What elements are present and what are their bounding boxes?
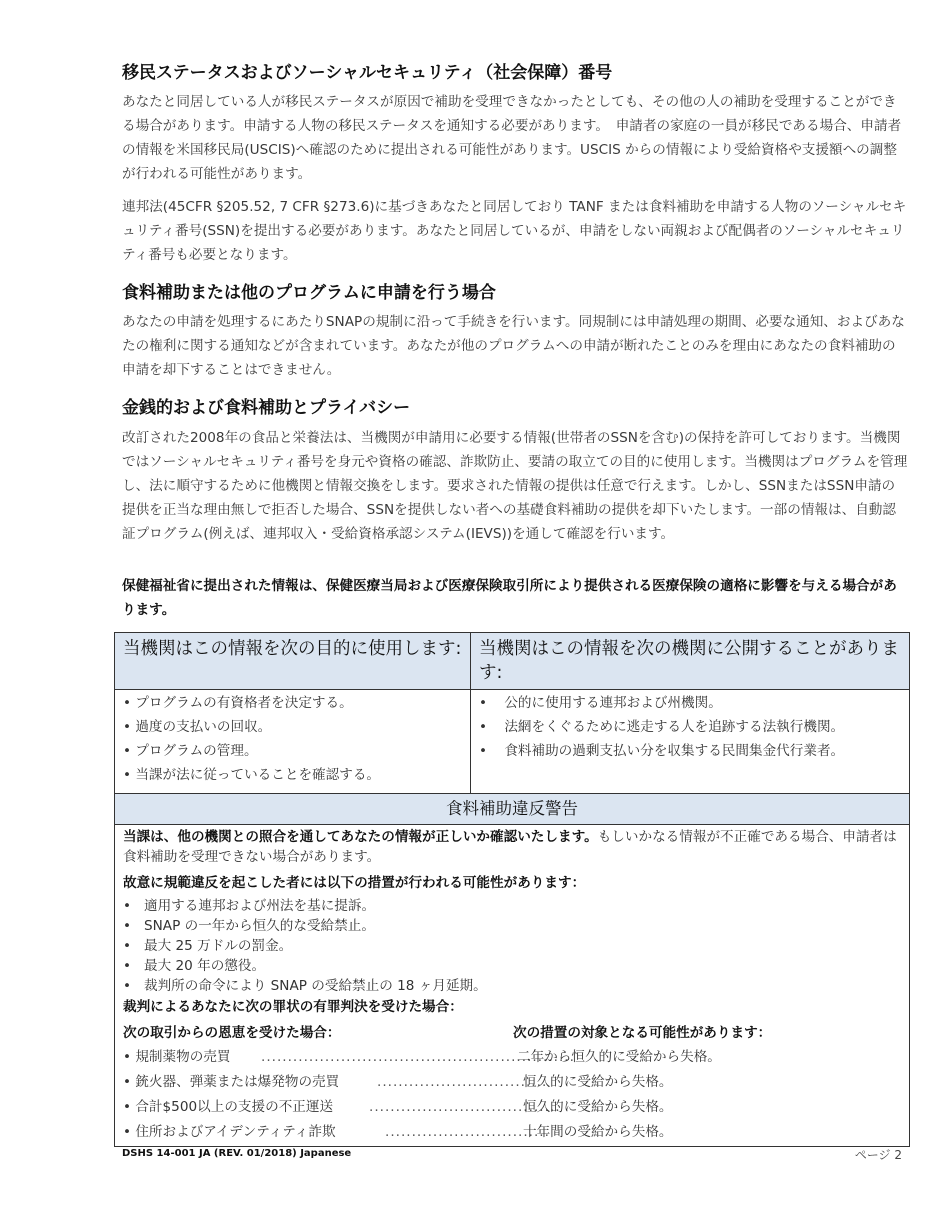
penalty-offense: • 銃火器、弾薬または爆発物の売買 — [123, 1074, 340, 1090]
penalty-offense: • 住所およびアイデンティティ詐欺 — [123, 1124, 336, 1140]
privacy-bold-note: 保健福祉省に提出された情報は、保健医療当局および医療保険取引所により提供される医療保険の適格に影響を与える場合があります。 — [122, 578, 897, 618]
leader-dots: ............................... — [385, 1124, 550, 1140]
penalty-row — [123, 1045, 903, 1070]
list-item: • 公的に使用する連邦および州機関。 — [479, 695, 722, 711]
leader-dots: ................................ — [377, 1074, 548, 1090]
penalty-row — [123, 1120, 903, 1145]
list-item: • 最大 20 年の懲役。 — [123, 958, 266, 974]
list-item: • プログラムの管理。 — [123, 743, 258, 759]
leader-dots: ........................................................... — [261, 1049, 575, 1065]
penalty-result: 恒久的に受給から失格。 — [523, 1074, 673, 1090]
warning-intro-bold: 当課は、他の機関との照合を通してあなたの情報が正しいか確認いたします。 — [123, 829, 598, 845]
section-title-privacy: 金銭的および食料補助とプライバシー — [122, 398, 411, 418]
privacy-paragraph: 改訂された2008年の食品と栄養法は、当機関が申請用に必要する情報(世帯者のSSNを含む)の保持を許可しております。当機関ではソーシャルセキュリティ番号を身元や資格の確認、詐欺防止、要請の取立ての目的に使用します。当機関はプログラムを管理し、法に順守するために他機関と情報交換をします。要求された情報の提供は任意で行えます。しかし、SSNまたはSSN申請の提供を正当な理由無しで拒否した場合、SSNを提供しない者への基礎食料補助の提供を却下いたします。一部の情報は、自動認証プログラム(例えば、連邦収入・受給資格承認システム(IEVS))を通して確認を行います。 — [122, 430, 908, 542]
list-item: • 過度の支払いの回収。 — [123, 719, 272, 735]
leader-dots: .................................... — [369, 1099, 561, 1115]
immigration-paragraph-1: あなたと同居している人が移民ステータスが原因で補助を受理できなかったとしても、その他の人の補助を受理することができる場合があります。申請する人物の移民ステータスを通知する必要があります。 申請者の家庭の一員が移民である場合、申請者の情報を米国移民局(USCIS)へ確認のために提出される可能性があります。USCIS からの情報により受給資格や支援額への調整が行われる可能性があります。 — [122, 94, 902, 182]
list-item: • 適用する連邦および州法を基に提訴。 — [123, 898, 376, 914]
usage-purpose-list — [123, 691, 463, 787]
penalty-result: 二年から恒久的に受給から失格。 — [517, 1049, 721, 1065]
info-use-table — [114, 632, 910, 1147]
penalty-result: 十年間の受給から失格。 — [523, 1124, 673, 1140]
section-title-immigration: 移民ステータスおよびソーシャルセキュリティ（社会保障）番号 — [122, 63, 613, 83]
immigration-paragraph-2: 連邦法(45CFR §205.52, 7 CFR §273.6)に基づきあなたと同居しており TANF または食料補助を申請する人物のソーシャルセキュリティ番号(SSN)を提出する必要があります。あなたと同居しているが、申請をしない両親および配偶者のソーシャルセキュリティ番号も必要となります。 — [122, 199, 907, 263]
apply-other-paragraph: あなたの申請を処理するにあたりSNAPの規制に沿って手続きを行います。同規制には申請処理の期間、必要な通知、およびあなたの権利に関する通知などが含まれています。あなたが他のプログラムへの申請が断れたことのみを理由にあなたの食料補助の申請を却下することはできません。 — [122, 314, 905, 378]
penalty-column-heading: 次の措置の対象となる可能性があります： — [513, 1025, 772, 1041]
table-header-right: 当機関はこの情報を次の機関に公開することがあります: — [479, 639, 899, 683]
list-item: • プログラムの有資格者を決定する。 — [123, 695, 353, 711]
disclosure-agency-list — [479, 691, 899, 763]
violation-list — [123, 896, 487, 996]
column-divider — [470, 633, 471, 793]
list-item: • 当課が法に従っていることを確認する。 — [123, 767, 381, 783]
penalty-offense: • 合計$500以上の支援の不正運送 — [123, 1099, 334, 1115]
violation-heading: 故意に規範違反を起こした者には以下の措置が行われる可能性があります： — [123, 875, 586, 891]
list-item: • 法網をくぐるために逃走する人を追跡する法執行機関。 — [479, 719, 845, 735]
table-header-left: 当機関はこの情報を次の目的に使用します: — [123, 639, 462, 659]
list-item: • 最大 25 万ドルの罰金。 — [123, 938, 293, 954]
section-title-apply-other: 食料補助または他のプログラムに申請を行う場合 — [122, 283, 496, 303]
list-item: • 食料補助の過剰支払い分を収集する民間集金代行業者。 — [479, 743, 845, 759]
warning-title: 食料補助違反警告 — [115, 793, 909, 825]
form-id: DSHS 14-001 JA (REV. 01/2018) Japanese — [122, 1148, 352, 1159]
warning-intro-rest: もしいかなる情報が不正確である場合、申請者は食料補助を受理できない場合があります。 — [123, 829, 897, 865]
list-item: • SNAP の一年から恒久的な受給禁止。 — [123, 918, 375, 934]
penalty-row — [123, 1095, 903, 1120]
penalty-result: 恒久的に受給から失格。 — [523, 1099, 673, 1115]
list-item: • 裁判所の命令により SNAP の受給禁止の 18 ヶ月延期。 — [123, 978, 487, 994]
page-number: ページ 2 — [854, 1148, 902, 1162]
offense-column-heading: 次の取引からの恩恵を受けた場合： — [123, 1025, 341, 1041]
warning-intro — [123, 827, 903, 867]
conviction-heading: 裁判によるあなたに次の罪状の有罪判決を受けた場合： — [123, 999, 463, 1015]
penalty-row — [123, 1070, 903, 1095]
penalty-offense: • 規制薬物の売買 — [123, 1049, 231, 1065]
